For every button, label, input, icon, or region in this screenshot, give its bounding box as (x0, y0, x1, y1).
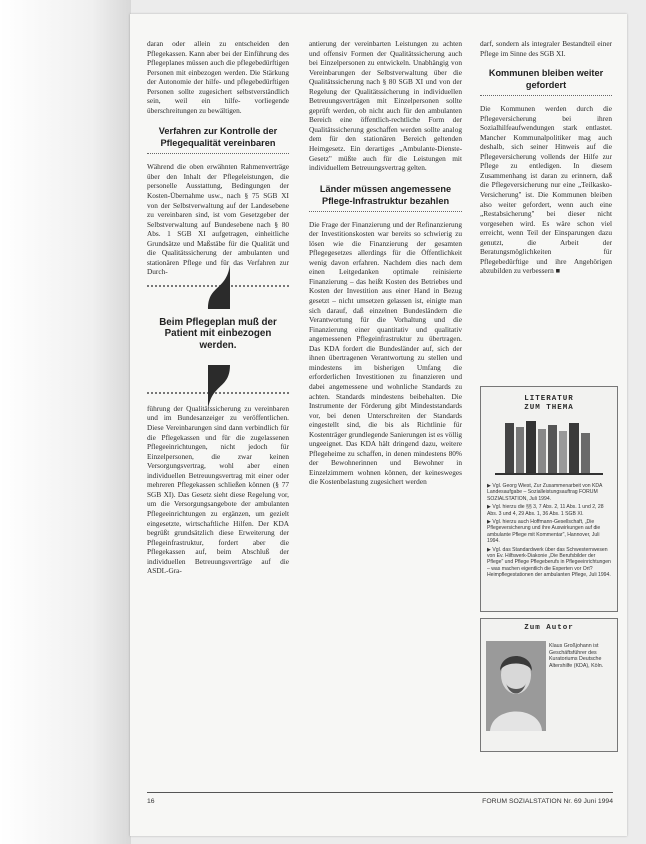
pull-quote (147, 285, 289, 394)
document-page (130, 14, 627, 836)
literature-title-line: LITERATUR (524, 395, 574, 403)
literature-notes (487, 483, 611, 581)
page-footer (147, 792, 613, 805)
paragraph: darf, sondern als integraler Bestandteil einer Pflege im Sinne des SGB XI. (480, 39, 612, 58)
author-portrait-icon (486, 641, 546, 731)
page-number: 16 (147, 798, 155, 805)
literature-title (481, 395, 617, 413)
author-box (480, 618, 618, 752)
literature-note: ▶ Vgl. das Standardwerk über das Schwesternwesen von Ev. Hilfswerk-Diakonie „Die Berufsbilder der Pflege" und Pflege Pflegeberufs in Pflegeeinrichtungen – was machen eigentlich die Experten vor Ort? Heimpflegestationen der ambulanten Pflege, Juli 1994. (487, 546, 611, 579)
decorative-wave-icon (200, 365, 238, 409)
left-margin-shadow (0, 0, 131, 844)
paragraph: Während die oben erwähnten Rahmenverträge über den Inhalt der Pflegeleistungen, die personelle Ausstattung, Bedingungen der Kosten-Übernahme usw., nach § 75 SGB XI von der Selbstverwaltung auf der Landesebene zu vereinbaren sind, ist vom Gesetzgeber der Selbstverwaltung auf Bundesebene nach § 80 Abs. 1 SGB XI aufgetragen, einheitliche Grundsätze und Maßstäbe für die Qualität und die Qualitätssicherung der ambulanten und stationären Pflege und für das Verfahren zur Durch- (147, 162, 289, 277)
paragraph: Die Kommunen werden durch die Pflegeversicherung bei ihren Sozialhilfeaufwendungen stark entlastet. Mancher Kommunalpolitiker mag auch deshalb, sich seiner Hinweis auf die Pflegeversicherung vollends der Hilfe zur Pflege zu entledigen. In diesem Zusammenhang ist daran zu erinnern, daß die Pflegeversicherung nur eine „Teilkasko-Versicherung" ist. Die Kommunen bleiben also weiter gefordert, wenn auch eine „Restabsicherung" bei dieser nicht vorgesehen wird. Es wäre schon viel erreicht, wenn Teil der Einsparungen dazu genutzt, die Arbeit der Beratungsmöglichkeiten für Pflegebedürftige und ihre Angehörigen abzubilden zu verbessern ■ (480, 104, 612, 276)
literature-title-line: ZUM THEMA (524, 404, 574, 412)
pull-quote-text: Beim Pflegeplan muß der Patient mit einbezogen werden. (159, 316, 277, 351)
column-1 (147, 39, 289, 576)
author-title: Zum Autor (524, 624, 574, 632)
author-text: Klaus Großjohann ist Geschäftsführer des Kuratoriums Deutsche Altershilfe (KDA), Köln. (549, 643, 604, 669)
literature-box (480, 386, 618, 612)
section-heading: Verfahren zur Kontrolle der Pflegequalität vereinbaren (147, 125, 289, 154)
section-heading: Länder müssen angemessene Pflege-Infrastruktur bezahlen (309, 183, 462, 212)
literature-note: ▶ Vgl. hierzu die §§ 3, 7 Abs. 2, 11 Abs. 1 und 2, 28 Abs. 3 und 4, 29 Abs. 1, 36 Abs. 1 SGB XI. (487, 504, 604, 517)
column-3 (480, 39, 612, 276)
section-heading: Kommunen bleiben weiter gefordert (480, 67, 612, 96)
paragraph: führung der Qualitätssicherung zu vereinbaren und im Bundesanzeiger zu veröffentlichen. Diese Vereinbarungen sind dann verbindlich für die Pflegekassen und für die zugelassenen Pflegeeinrichtungen, nicht jedoch für Einzelpersonen, die zwar keinen Versorgungsvertrag, wohl aber einen individuellen Betreuungsvertrag mit einer oder mehreren Pflegekassen schließen können (§ 77 SGB XI). Das Gesetz sieht diese Regelung vor, um die Versorgungsangebote der ambulanten Pflegeeinrichtungen zu ergänzen, um gezielt eingesetzte, wirtschaftliche Hilfen. Der KDA begrüßt grundsätzlich diese Erweiterung der Pflegeinfrastruktur, fordert aber die Pflegekassen auf, beim Abschluß der individuellen Betreuungsverträge auf die ASDL-Gra- (147, 403, 289, 576)
paragraph: Die Frage der Finanzierung und der Refinanzierung der Investitionskosten war bereits so schwierig zu lösen wie die Finanzierung der gesamten Pflegegesetzes allerdings für die Öffentlichkeit wenig davon erfahren. Nachdem dies nach dem einen Leitgedanken optimale reinisierte Finanzierung – das heißt Kosten des Betriebes und Kosten der Investition aus einer Hand in Bezug gesetzt – nicht umsetzen gelassen ist, einigte man sich darauf, daß einzelnen Bundesländern die Verantwortung für die Vorhaltung und die Finanzierung einer quantitativ und qualitativ angemessenen Pflegeinfrastruktur zu übertragen. Das KDA fordert die Bundesländer auf, sich der ihnen übertragenen Verantwortung zu stellen und mindestens im bisherigen Umfang die erforderlichen Investitionen zu finanzieren und dabei angemessene und wohnliche Standards zu achten. Standards mindestens beibehalten. Die Instrumente der Förderung gibt Mindeststandards vor, bei denen Unterschreiten der Standards eingestellt sind, die bis als Richtlinie für Kostenträger grundlegende Sanierungen ist es völlig ungeeignet. Das KDA hält dringend dazu, weitere Pflegeheime zu schaffen, in denen mindestens 80% der Bewohnerinnen und Bewohner in Einzelzimmern wohnen können, der keinesweges die Kostenbelastung zugesichert werden (309, 219, 462, 487)
publication-source: FORUM SOZIALSTATION Nr. 69 Juni 1994 (482, 798, 613, 805)
stack-of-books-icon (495, 419, 603, 475)
literature-note: ▶ Vgl. hierzu auch Hoffmann-Gesellschaft, „Die Pflegeversicherung und ihre Auswirkungen auf die ambulante Pflege mit Kommentar", Hannover, Juli 1994. (487, 519, 601, 545)
literature-note: ▶ Vgl. Georg Wiest, Zur Zusammenarbeit von KDA Landesaufgabe – Sozialleistungsauftrag FORUM SOZIALSTATION, Juli 1994. (487, 483, 603, 502)
decorative-wave-icon (200, 265, 238, 309)
paragraph: antierung der vereinbarten Leistungen zu achten und offensiv Formen der Qualitätssicherung auch bei Einzelpersonen zu entwickeln. Unabhängig von Vereinbarungen der Selbstverwaltung über die Qualitätssicherung nach § 80 SGB XI und von der Regelung der Qualitätssicherung in individuellen Betreuungsverträgen mit Einzelpersonen sollte geprüft werden, ob nicht auch für den ambulanten Bereich eine öffentlich-rechtliche Form der Qualitätssicherung geschaffen werden sollte analog dem für den stationären Bereich geltenden Heimgesetz. Ein derartiges „Ambulante-Dienste-Gesetz" müßte auch für die Leistungen mit individuellem Betreuungsvertrag gelten. (309, 39, 462, 173)
paragraph: daran oder allein zu entscheiden den Pflegekassen. Kann aber bei der Einführung des Pflegeplanes müssen auch die pflegebedürftigen Personen mit einbezogen werden. Die Stärkung der Autonomie der hilfe- und pflegebedürftigen Personen sollte zugesichert selbstverständlich sein, weil ein hilfe- vorliegende überschreitungen zu bewältigen. (147, 39, 289, 115)
column-2 (309, 39, 462, 487)
